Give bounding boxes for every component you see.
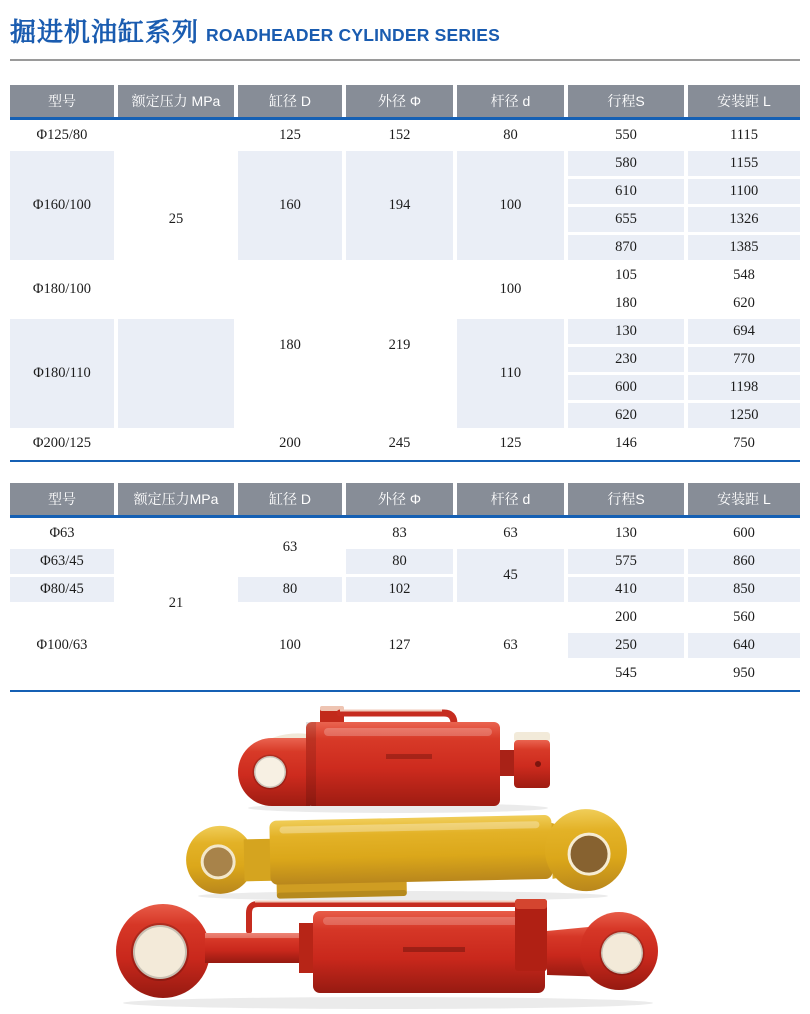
spec-cell: 950: [688, 661, 800, 686]
spec-cell: 200: [238, 431, 342, 456]
spec-cell: 125: [457, 431, 564, 456]
spec-cell: Φ125/80: [10, 123, 114, 148]
spec-cell: 770: [688, 347, 800, 372]
spec-cell: 850: [688, 577, 800, 602]
spec-cell: Φ180/100: [10, 263, 114, 316]
spec-cell: 80: [346, 549, 453, 574]
yellow-cylinder-photo: [178, 804, 628, 902]
column-header: 行程S: [568, 483, 684, 515]
spec-cell: 146: [568, 431, 684, 456]
spec-cell: 694: [688, 319, 800, 344]
spec-cell: 580: [568, 151, 684, 176]
column-header: 杆径 d: [457, 483, 564, 515]
table-body: [6, 518, 804, 689]
spec-grid: [6, 120, 804, 459]
spec-table-large: [10, 85, 800, 462]
table-bottom-rule: [10, 690, 800, 692]
column-header: 额定压力 MPa: [118, 85, 234, 117]
spec-cell: 110: [457, 319, 564, 428]
spec-cell: Φ180/110: [10, 319, 114, 428]
spec-cell: 1100: [688, 179, 800, 204]
spec-cell: 410: [568, 577, 684, 602]
spec-cell: 160: [238, 151, 342, 260]
column-header: 行程S: [568, 85, 684, 117]
spec-cell: 245: [346, 431, 453, 456]
spec-cell: 127: [346, 605, 453, 686]
spec-cell: 63: [238, 521, 342, 574]
page-title-en: ROADHEADER CYLINDER SERIES: [206, 25, 500, 45]
spec-cell: 80: [238, 577, 342, 602]
spec-cell: 63: [457, 605, 564, 686]
spec-cell: 1198: [688, 375, 800, 400]
spec-cell: 860: [688, 549, 800, 574]
spec-cell: 21: [118, 521, 234, 686]
spec-table-small: [10, 483, 800, 692]
column-header: 安装距 L: [688, 85, 800, 117]
spec-cell: 25: [118, 123, 234, 316]
spec-cell: 1250: [688, 403, 800, 428]
product-photos: [0, 694, 810, 1014]
spec-cell: Φ200/125: [10, 431, 114, 456]
column-header: 型号: [10, 483, 114, 515]
spec-cell: [118, 319, 234, 428]
spec-cell: Φ63/45: [10, 549, 114, 574]
spec-cell: 45: [457, 549, 564, 602]
spec-cell: Φ100/63: [10, 605, 114, 686]
spec-cell: 102: [346, 577, 453, 602]
column-header: 型号: [10, 85, 114, 117]
table-header-row: [10, 85, 800, 117]
column-header: 外径 Φ: [346, 85, 453, 117]
spec-cell: 560: [688, 605, 800, 630]
spec-cell: 548: [688, 263, 800, 288]
spec-cell: 1326: [688, 207, 800, 232]
spec-cell: 100: [457, 151, 564, 260]
spec-cell: 100: [238, 605, 342, 686]
spec-cell: 250: [568, 633, 684, 658]
spec-cell: Φ63: [10, 521, 114, 546]
spec-cell: Φ80/45: [10, 577, 114, 602]
spec-cell: 219: [346, 263, 453, 428]
red-cylinder-extended-photo: [103, 889, 673, 1011]
spec-cell: 130: [568, 319, 684, 344]
page-header: [10, 0, 800, 61]
spec-cell: 180: [568, 291, 684, 316]
spec-cell: 194: [346, 151, 453, 260]
column-header: 缸径 D: [238, 85, 342, 117]
table-body: [6, 120, 804, 459]
table-header-row: [10, 483, 800, 515]
spec-cell: 620: [568, 403, 684, 428]
spec-cell: 80: [457, 123, 564, 148]
spec-cell: 83: [346, 521, 453, 546]
red-cylinder-retracted-photo: [228, 702, 560, 814]
spec-cell: 63: [457, 521, 564, 546]
spec-cell: 620: [688, 291, 800, 316]
title-divider: [10, 59, 800, 61]
spec-cell: 100: [457, 263, 564, 316]
column-header: 缸径 D: [238, 483, 342, 515]
spec-cell: 600: [568, 375, 684, 400]
column-header: 杆径 d: [457, 85, 564, 117]
column-header: 额定压力MPa: [118, 483, 234, 515]
table-row: [10, 521, 800, 546]
spec-cell: 750: [688, 431, 800, 456]
table-row: [10, 123, 800, 148]
spec-cell: 230: [568, 347, 684, 372]
spec-cell: 125: [238, 123, 342, 148]
spec-cell: 1385: [688, 235, 800, 260]
page-title-zh: 掘进机油缸系列: [10, 17, 200, 47]
spec-cell: 870: [568, 235, 684, 260]
spec-cell: 655: [568, 207, 684, 232]
column-header: 外径 Φ: [346, 483, 453, 515]
spec-cell: 130: [568, 521, 684, 546]
column-header: 安装距 L: [688, 483, 800, 515]
spec-cell: [118, 431, 234, 456]
spec-cell: 640: [688, 633, 800, 658]
page-title: [10, 13, 800, 52]
table-bottom-rule: [10, 460, 800, 462]
spec-cell: 545: [568, 661, 684, 686]
spec-cell: 152: [346, 123, 453, 148]
spec-cell: 550: [568, 123, 684, 148]
spec-cell: 105: [568, 263, 684, 288]
spec-cell: 575: [568, 549, 684, 574]
spec-cell: 610: [568, 179, 684, 204]
spec-cell: 200: [568, 605, 684, 630]
spec-cell: 600: [688, 521, 800, 546]
spec-grid: [6, 518, 804, 689]
spec-cell: 1115: [688, 123, 800, 148]
spec-cell: 180: [238, 263, 342, 428]
spec-cell: 1155: [688, 151, 800, 176]
spec-cell: Φ160/100: [10, 151, 114, 260]
table-row: [10, 431, 800, 456]
